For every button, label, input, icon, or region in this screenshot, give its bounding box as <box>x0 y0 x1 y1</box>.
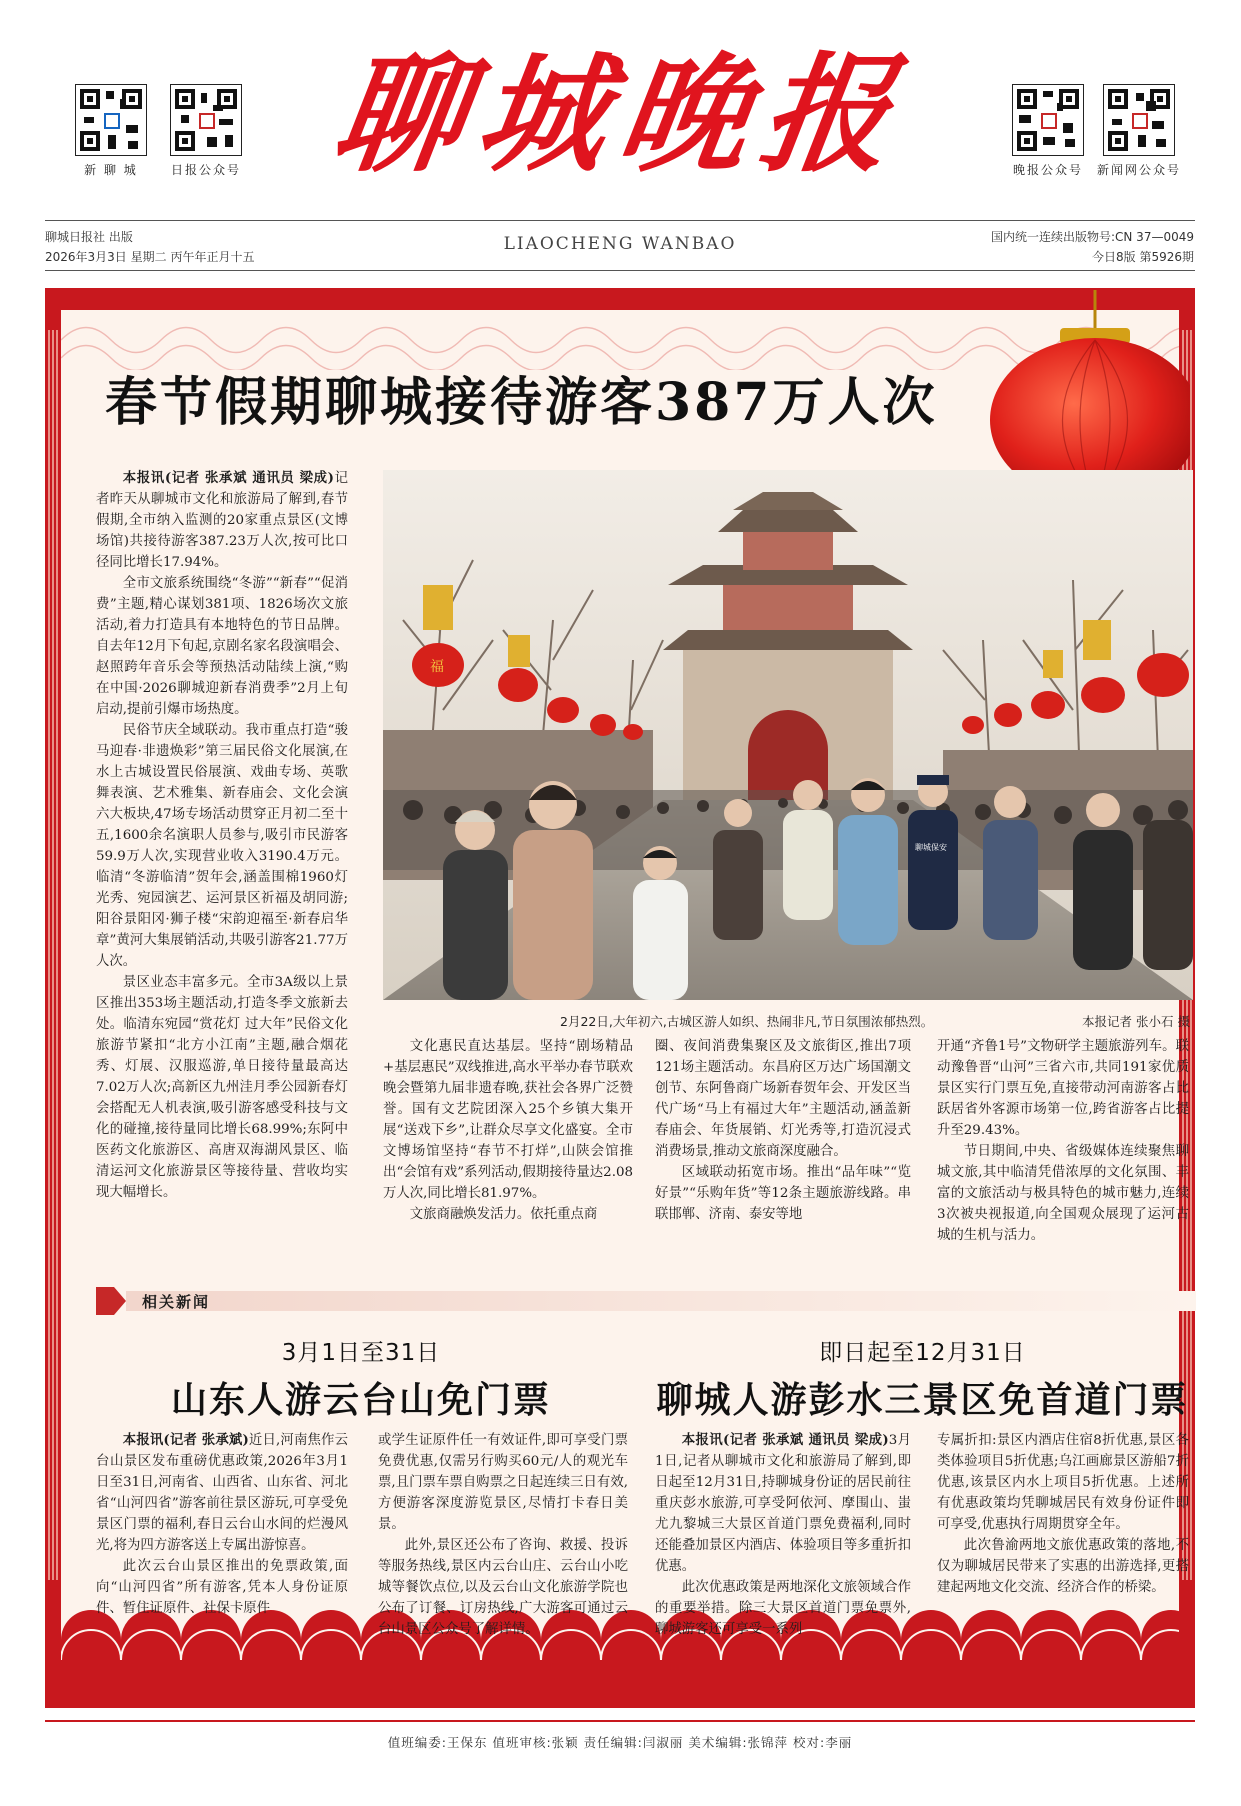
lead-column-2 <box>383 1036 633 1225</box>
side-ornament-left <box>46 330 60 1580</box>
lead-col3-para-1: 圈、夜间消费集聚区及文旅街区,推出7项121场主题活动。东昌府区万达广场国潮文创节、东阿鲁商广场新春贺年会、开发区当代广场“马上有福过大年”主题活动,涵盖新春庙会、年货展销、灯光秀等,打造沉浸式消费场景,推动文旅商深度融合。 <box>655 1039 911 1159</box>
related-news-bar <box>96 1287 1196 1315</box>
meta-rule-bottom <box>45 270 1195 271</box>
right-story-title: 聊城人游彭水三景区免首道门票 <box>656 1379 1189 1421</box>
section-chevron-icon <box>96 1287 126 1315</box>
lead-col4-para-2: 节日期间,中央、省级媒体连续聚焦聊城文旅,其中临清凭借浓厚的文化氛围、丰富的文旅活动与极具特色的城市魅力,连续3次被央视报道,向全国观众展现了运河古城的生机与活力。 <box>937 1144 1189 1243</box>
right-story-para-1: 3月1日,记者从聊城市文化和旅游局了解到,即日起至12月31日,持聊城身份证的居民前往重庆彭水旅游,可享受阿依河、摩围山、蚩尤九黎城三大景区首道门票免费福利,同时还能叠加景区内酒店、体验项目等多重折扣优惠。 <box>655 1433 911 1574</box>
left-story-date: 3月1日至31日 <box>281 1340 441 1366</box>
qr-label-1: 新 聊 城 <box>84 163 138 177</box>
lead-byline: 本报讯(记者 张承斌 通讯员 梁成) <box>122 470 334 486</box>
lead-paragraph-4: 景区业态丰富多元。全市3A级以上景区推出353场主题活动,打造冬季文旅新去处。临清东宛园“赏花灯 过大年”民俗文化旅游节紧扣“北方小江南”主题,融合烟花秀、灯展、汉服巡游,单日接待量最高达7.02万人次;高新区九州洼月季公园新春灯会搭配无人机表演,吸引游客感受科技与文化的碰撞,接待量同比增长68.99%;东阿中医药文化旅游区、高唐双海湖风景区、临清运河文化旅游景区等接待量、营收均实现大幅增长。 <box>96 975 348 1200</box>
photo-caption <box>560 1012 1190 1030</box>
lantern-character: 福 <box>430 659 444 675</box>
left-story-byline: 本报讯(记者 张承斌) <box>122 1432 249 1448</box>
publisher-line: 聊城日报社 出版 <box>45 230 133 244</box>
left-story-col-a <box>96 1430 348 1619</box>
left-story-col-b <box>378 1430 628 1640</box>
right-story-para-3: 专属折扣:景区内酒店住宿8折优惠,景区各类体验项目5折优惠;乌江画廊景区游船7折优惠,该景区内水上项目5折优惠。上述所有优惠政策均凭聊城居民有效身份证件即可享受,优惠执行周期贯穿全年。 <box>937 1433 1189 1532</box>
lead-headline: 春节假期聊城接待游客387万人次 <box>105 372 938 433</box>
left-story-para-1: 近日,河南焦作云台山景区发布重磅优惠政策,2026年3月1日至31日,河南省、山西省、山东省、河北省“山河四省”游客前往景区游玩,可享受免景区门票的福利,春日云台山水间的烂漫风光,将为四方游客送上专属出游惊喜。 <box>96 1433 348 1553</box>
right-story-para-2: 此次优惠政策是两地深化文旅领域合作的重要举措。除三大景区首道门票免票外,聊城游客还可享受一系列 <box>655 1580 911 1637</box>
qr-label-2: 日报公众号 <box>170 163 241 177</box>
footer-rule <box>45 1720 1195 1722</box>
right-story-byline: 本报讯(记者 张承斌 通讯员 梁成) <box>681 1432 889 1448</box>
left-story-title: 山东人游云台山免门票 <box>170 1379 551 1421</box>
lead-paragraph-2: 全市文旅系统围绕“冬游”“新春”“促消费”主题,精心谋划381项、1826场次文旅活动,着力打造具有本地特色的节日品牌。自去年12月下旬起,京剧名家名段演唱会、赵照跨年音乐会等预热活动陆续上演,“购在中国·2026聊城迎新春消费季”2月上旬启动,提前引爆市场热度。 <box>96 576 348 717</box>
right-story-para-4: 此次鲁渝两地文旅优惠政策的落地,不仅为聊城居民带来了实惠的出游选择,更搭建起两地文化交流、经济合作的桥梁。 <box>937 1538 1189 1595</box>
left-story-para-4: 此外,景区还公布了咨询、救援、投诉等服务热线,景区内云台山庄、云台山小吃城等餐饮点位,以及云台山文化旅游学院也公布了订餐、订房热线,广大游客可通过云台山景区公众号了解详情。 <box>378 1538 628 1637</box>
qr-code-daily[interactable] <box>170 84 242 156</box>
lead-column-4 <box>937 1036 1189 1246</box>
photo-credit: 本报记者 张小石 摄 <box>1082 1014 1190 1029</box>
masthead-title: 聊城晚报 <box>325 40 915 190</box>
lead-column-1 <box>96 468 348 1203</box>
lead-column-3 <box>655 1036 911 1225</box>
right-story-col-a <box>655 1430 911 1640</box>
qr-label-3: 晚报公众号 <box>1012 163 1083 177</box>
lead-col4-para-1: 开通“齐鲁1号”文物研学主题旅游列车。联动豫鲁晋“山河”三省六市,共同191家优质景区实行门票互免,直接带动河南游客占比跃居省外客源市场第一位,跨省游客占比提升至29.43%。 <box>937 1039 1189 1138</box>
issue-line: 今日8版 第5926期 <box>1092 250 1194 264</box>
lead-paragraph-1: 记者昨天从聊城市文化和旅游局了解到,春节假期,全市纳入监测的20家重点景区(文博场馆)共接待游客387.23万人次,按可比口径同比增长17.94%。 <box>96 471 349 570</box>
lead-col2-para-2: 文旅商融焕发活力。依托重点商 <box>409 1207 598 1222</box>
date-line: 2026年3月3日 星期二 丙午年正月十五 <box>45 250 255 264</box>
left-story-para-3: 或学生证原件任一有效证件,即可享受门票免费优惠,仅需另行购买60元/人的观光车票,且门票车票自购票之日起连续三日有效,方便游客深度游览景区,尽情打卡春日美景。 <box>378 1433 628 1532</box>
photo-ancient-city-street <box>383 470 1193 1000</box>
right-story-date: 即日起至12月31日 <box>819 1340 1026 1366</box>
lead-photo <box>383 470 1193 1000</box>
footer-credits: 值班编委:王保东 值班审核:张颖 责任编辑:闫淑丽 美术编辑:张锦萍 校对:李丽 <box>387 1735 853 1750</box>
qr-code-news-web[interactable] <box>1103 84 1175 156</box>
issn-line: 国内统一连续出版物号:CN 37—0049 <box>990 230 1194 244</box>
lead-paragraph-3: 民俗节庆全域联动。我市重点打造“骏马迎春·非遗焕彩”第三届民俗文化展演,在水上古城设置民俗展演、戏曲专场、英歌舞表演、艺术雅集、新春庙会、文化会演六大板块,47场专场活动贯穿正月初二至十五,1600余名演职人员参与,吸引市民游客59.9万人次,实现营业收入3190.4万元。临清“冬游临清”贺年会,涵盖围棉1960灯光秀、宛园演艺、运河景区祈福及胡同游;阳谷景阳冈·狮子楼“宋韵迎福至·新春启华章”黄河大集展销活动,共吸引游客21.77万人次。 <box>96 723 348 969</box>
lead-col3-para-2: 区域联动拓宽市场。推出“品年味”“览好景”“乐购年货”等12条主题旅游线路。串联邯郸、济南、泰安等地 <box>655 1165 911 1222</box>
latin-title: LIAOCHENG WANBAO <box>503 234 737 254</box>
qr-code-xinliaocheng[interactable] <box>75 84 147 156</box>
left-story-para-2: 此次云台山景区推出的免票政策,面向“山河四省”所有游客,凭本人身份证原件、暂住证原件、社保卡原件 <box>96 1559 348 1616</box>
photo-caption-text: 2月22日,大年初六,古城区游人如织、热闹非凡,节日氛围浓郁热烈。 <box>560 1014 934 1029</box>
right-story-col-b <box>937 1430 1189 1598</box>
qr-label-4: 新闻网公众号 <box>1096 163 1181 177</box>
security-badge-text: 聊城保安 <box>915 843 947 852</box>
lead-col2-para-1: 文化惠民直达基层。坚持“剧场精品+基层惠民”双线推进,高水平举办春节联欢晚会暨第九届非遗春晚,获社会各界广泛赞誉。国有文艺院团深入25个乡镇大集开展“送戏下乡”,让群众尽享文化盛宴。全市文博场馆坚持“春节不打烊”,山陕会馆推出“会馆有戏”系列活动,假期接待量达2.08万人次,同比增长81.97%。 <box>383 1039 633 1201</box>
meta-rule-top <box>45 220 1195 221</box>
related-news-label: 相关新闻 <box>142 1293 211 1311</box>
qr-code-evening[interactable] <box>1012 84 1084 156</box>
